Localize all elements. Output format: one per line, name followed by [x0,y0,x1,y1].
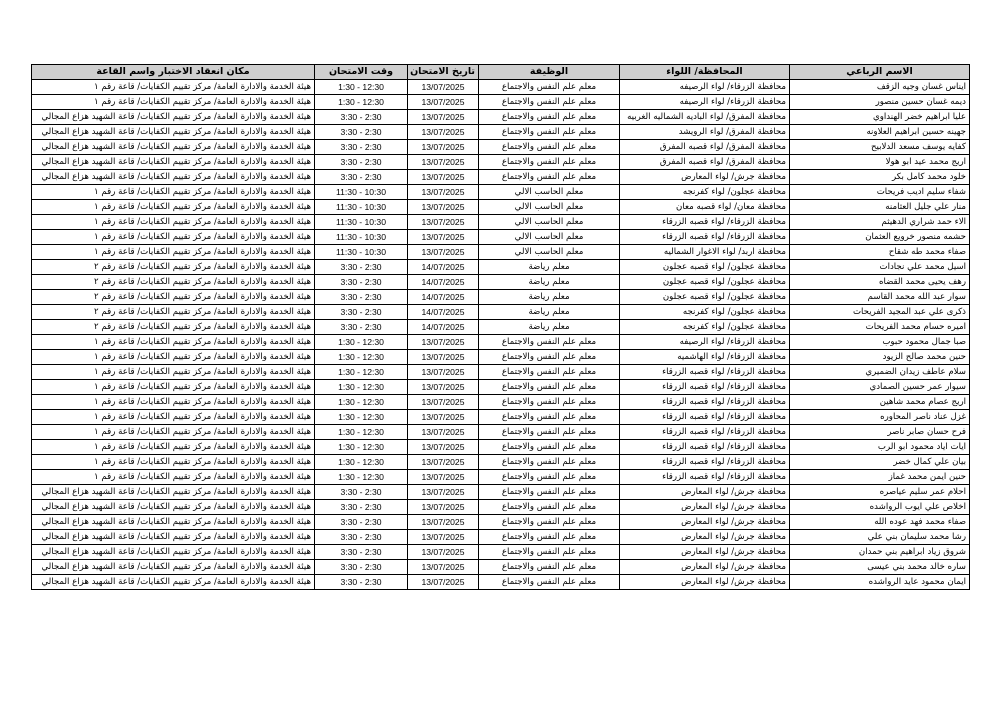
exam-time-cell: 1:30 - 12:30 [315,440,408,455]
table-row [32,560,970,575]
table-row [32,215,970,230]
exam-date-cell: 13/07/2025 [408,380,479,395]
exam-time-cell: 11:30 - 10:30 [315,245,408,260]
exam-date-cell: 13/07/2025 [408,455,479,470]
table-row [32,575,970,590]
header-job: الوظيفة [479,65,620,80]
governorate-cell: محافظة جرش/ لواء المعارض [620,575,790,590]
exam-location-cell: هيئة الخدمة والادارة العامة/ مركز تقييم الكفايات/ قاعة رقم ١ [32,350,315,365]
exam-date-cell: 13/07/2025 [408,425,479,440]
exam-location-cell: هيئة الخدمة والادارة العامة/ مركز تقييم الكفايات/ قاعة رقم ١ [32,410,315,425]
exam-location-cell: هيئة الخدمة والادارة العامة/ مركز تقييم الكفايات/ قاعة رقم ٢ [32,275,315,290]
exam-time-cell: 3:30 - 2:30 [315,275,408,290]
exam-location-cell: هيئة الخدمة والادارة العامة/ مركز تقييم الكفايات/ قاعة رقم ١ [32,470,315,485]
table-row [32,320,970,335]
governorate-cell: محافظة الزرقاء/ لواء قصبه الزرقاء [620,365,790,380]
table-row [32,290,970,305]
job-cell: معلم علم النفس والاجتماع [479,170,620,185]
exam-location-cell: هيئة الخدمة والادارة العامة/ مركز تقييم الكفايات/ قاعة رقم ١ [32,95,315,110]
full-name-cell: احلام عمر سليم عياصره [790,485,970,500]
exam-location-cell: هيئة الخدمة والادارة العامة/ مركز تقييم الكفايات/ قاعة الشهيد هزاع المجالي [32,170,315,185]
job-cell: معلم علم النفس والاجتماع [479,470,620,485]
job-cell: معلم علم النفس والاجتماع [479,95,620,110]
exam-date-cell: 14/07/2025 [408,305,479,320]
header-governorate: المحافظة/ اللواء [620,65,790,80]
governorate-cell: محافظة جرش/ لواء المعارض [620,545,790,560]
exam-time-cell: 3:30 - 2:30 [315,155,408,170]
governorate-cell: محافظة المفرق/ لواء قصبه المفرق [620,140,790,155]
full-name-cell: سيوار عمر حسين الصمادي [790,380,970,395]
exam-location-cell: هيئة الخدمة والادارة العامة/ مركز تقييم الكفايات/ قاعة الشهيد هزاع المجالي [32,515,315,530]
table-row [32,275,970,290]
job-cell: معلم علم النفس والاجتماع [479,500,620,515]
table-row [32,515,970,530]
table-row [32,365,970,380]
full-name-cell: حشمه منصور خرويع العثمان [790,230,970,245]
exam-location-cell: هيئة الخدمة والادارة العامة/ مركز تقييم الكفايات/ قاعة رقم ١ [32,365,315,380]
governorate-cell: محافظة الزرقاء/ لواء قصبه الزرقاء [620,440,790,455]
exam-location-cell: هيئة الخدمة والادارة العامة/ مركز تقييم الكفايات/ قاعة الشهيد هزاع المجالي [32,155,315,170]
table-row [32,155,970,170]
exam-time-cell: 3:30 - 2:30 [315,170,408,185]
exam-date-cell: 13/07/2025 [408,440,479,455]
job-cell: معلم علم النفس والاجتماع [479,125,620,140]
exam-time-cell: 3:30 - 2:30 [315,575,408,590]
exam-location-cell: هيئة الخدمة والادارة العامة/ مركز تقييم الكفايات/ قاعة رقم ١ [32,215,315,230]
full-name-cell: ايات اياد محمود ابو الرب [790,440,970,455]
exam-date-cell: 13/07/2025 [408,515,479,530]
full-name-cell: منار علي جليل العثامنه [790,200,970,215]
table-row [32,350,970,365]
governorate-cell: محافظة الزرقاء/ لواء قصبه الزرقاء [620,425,790,440]
exam-time-cell: 3:30 - 2:30 [315,140,408,155]
governorate-cell: محافظة الزرقاء/ لواء الهاشميه [620,350,790,365]
full-name-cell: اسيل محمد علي نجادات [790,260,970,275]
header-row [32,65,970,80]
full-name-cell: اريج عصام محمد شاهين [790,395,970,410]
exam-location-cell: هيئة الخدمة والادارة العامة/ مركز تقييم الكفايات/ قاعة رقم ٢ [32,260,315,275]
full-name-cell: رهف يحيى محمد القضاه [790,275,970,290]
governorate-cell: محافظة الزرقاء/ لواء قصبه الزرقاء [620,410,790,425]
exam-date-cell: 14/07/2025 [408,260,479,275]
exam-time-cell: 1:30 - 12:30 [315,455,408,470]
job-cell: معلم علم النفس والاجتماع [479,365,620,380]
table-row [32,425,970,440]
table-body [32,80,970,590]
exam-time-cell: 11:30 - 10:30 [315,215,408,230]
table-row [32,260,970,275]
governorate-cell: محافظة جرش/ لواء المعارض [620,170,790,185]
exam-location-cell: هيئة الخدمة والادارة العامة/ مركز تقييم الكفايات/ قاعة رقم ١ [32,380,315,395]
full-name-cell: غزل عناد ناصر المحاوره [790,410,970,425]
job-cell: معلم علم النفس والاجتماع [479,140,620,155]
exam-time-cell: 3:30 - 2:30 [315,545,408,560]
exam-time-cell: 3:30 - 2:30 [315,110,408,125]
job-cell: معلم علم النفس والاجتماع [479,515,620,530]
full-name-cell: صفاء محمد فهد عوده الله [790,515,970,530]
job-cell: معلم علم النفس والاجتماع [479,155,620,170]
exam-location-cell: هيئة الخدمة والادارة العامة/ مركز تقييم الكفايات/ قاعة الشهيد هزاع المجالي [32,110,315,125]
header-full-name: الاسم الرباعي [790,65,970,80]
governorate-cell: محافظة معان/ لواء قصبه معان [620,200,790,215]
governorate-cell: محافظة جرش/ لواء المعارض [620,530,790,545]
job-cell: معلم رياضة [479,305,620,320]
full-name-cell: عليا ابراهيم خضر الهنداوي [790,110,970,125]
job-cell: معلم الحاسب الالي [479,185,620,200]
exam-time-cell: 3:30 - 2:30 [315,320,408,335]
table-row [32,440,970,455]
exam-location-cell: هيئة الخدمة والادارة العامة/ مركز تقييم الكفايات/ قاعة رقم ١ [32,425,315,440]
exam-time-cell: 3:30 - 2:30 [315,515,408,530]
exam-time-cell: 11:30 - 10:30 [315,185,408,200]
exam-date-cell: 13/07/2025 [408,410,479,425]
job-cell: معلم علم النفس والاجتماع [479,530,620,545]
governorate-cell: محافظة عجلون/ لواء كفرنجه [620,320,790,335]
governorate-cell: محافظة المفرق/ لواء الرويشد [620,125,790,140]
exam-time-cell: 1:30 - 12:30 [315,80,408,95]
governorate-cell: محافظة الزرقاء/ لواء قصبه الزرقاء [620,230,790,245]
full-name-cell: ذكرى علي عبد المجيد الفريحات [790,305,970,320]
table-row [32,95,970,110]
job-cell: معلم علم النفس والاجتماع [479,575,620,590]
full-name-cell: اريج محمد عيد ابو هولا [790,155,970,170]
exam-location-cell: هيئة الخدمة والادارة العامة/ مركز تقييم الكفايات/ قاعة رقم ١ [32,245,315,260]
exam-location-cell: هيئة الخدمة والادارة العامة/ مركز تقييم الكفايات/ قاعة رقم ٢ [32,320,315,335]
job-cell: معلم علم النفس والاجتماع [479,395,620,410]
job-cell: معلم علم النفس والاجتماع [479,545,620,560]
exam-time-cell: 1:30 - 12:30 [315,365,408,380]
table-row [32,545,970,560]
header-exam-location: مكان انعقاد الاختبار واسم القاعة [32,65,315,80]
exam-time-cell: 3:30 - 2:30 [315,125,408,140]
full-name-cell: جهينه حسين ابراهيم العلاونه [790,125,970,140]
exam-date-cell: 13/07/2025 [408,545,479,560]
exam-date-cell: 13/07/2025 [408,110,479,125]
governorate-cell: محافظة عجلون/ لواء قصبه عجلون [620,260,790,275]
table-row [32,140,970,155]
job-cell: معلم الحاسب الالي [479,215,620,230]
table-row [32,455,970,470]
exam-schedule-sheet [31,64,969,590]
job-cell: معلم رياضة [479,290,620,305]
exam-location-cell: هيئة الخدمة والادارة العامة/ مركز تقييم الكفايات/ قاعة رقم ١ [32,440,315,455]
exam-location-cell: هيئة الخدمة والادارة العامة/ مركز تقييم الكفايات/ قاعة الشهيد هزاع المجالي [32,560,315,575]
table-row [32,185,970,200]
exam-date-cell: 13/07/2025 [408,575,479,590]
table-row [32,170,970,185]
exam-location-cell: هيئة الخدمة والادارة العامة/ مركز تقييم الكفايات/ قاعة الشهيد هزاع المجالي [32,545,315,560]
job-cell: معلم علم النفس والاجتماع [479,410,620,425]
exam-date-cell: 14/07/2025 [408,320,479,335]
job-cell: معلم علم النفس والاجتماع [479,440,620,455]
exam-time-cell: 1:30 - 12:30 [315,380,408,395]
exam-date-cell: 13/07/2025 [408,350,479,365]
exam-location-cell: هيئة الخدمة والادارة العامة/ مركز تقييم الكفايات/ قاعة رقم ١ [32,80,315,95]
exam-time-cell: 3:30 - 2:30 [315,305,408,320]
exam-schedule-table [31,64,970,590]
exam-date-cell: 13/07/2025 [408,140,479,155]
table-row [32,485,970,500]
exam-date-cell: 13/07/2025 [408,185,479,200]
exam-date-cell: 13/07/2025 [408,200,479,215]
full-name-cell: اخلاص علي ايوب الرواشده [790,500,970,515]
job-cell: معلم علم النفس والاجتماع [479,80,620,95]
exam-time-cell: 3:30 - 2:30 [315,290,408,305]
governorate-cell: محافظة الزرقاء/ لواء قصبه الزرقاء [620,455,790,470]
exam-date-cell: 13/07/2025 [408,95,479,110]
full-name-cell: صفاء محمد طه شقاح [790,245,970,260]
exam-location-cell: هيئة الخدمة والادارة العامة/ مركز تقييم الكفايات/ قاعة الشهيد هزاع المجالي [32,140,315,155]
governorate-cell: محافظة الزرقاء/ لواء الرصيفه [620,335,790,350]
job-cell: معلم علم النفس والاجتماع [479,110,620,125]
exam-time-cell: 1:30 - 12:30 [315,410,408,425]
full-name-cell: ساره خالد محمد بني عيسى [790,560,970,575]
job-cell: معلم علم النفس والاجتماع [479,425,620,440]
full-name-cell: ديمه غسان حسين منصور [790,95,970,110]
exam-location-cell: هيئة الخدمة والادارة العامة/ مركز تقييم الكفايات/ قاعة الشهيد هزاع المجالي [32,485,315,500]
governorate-cell: محافظة عجلون/ لواء كفرنجه [620,305,790,320]
exam-date-cell: 13/07/2025 [408,470,479,485]
governorate-cell: محافظة عجلون/ لواء قصبه عجلون [620,275,790,290]
job-cell: معلم الحاسب الالي [479,245,620,260]
exam-date-cell: 13/07/2025 [408,335,479,350]
full-name-cell: فرح حسان صابر ناصر [790,425,970,440]
full-name-cell: بيان علي كمال خضر [790,455,970,470]
job-cell: معلم علم النفس والاجتماع [479,485,620,500]
table-row [32,200,970,215]
exam-date-cell: 14/07/2025 [408,290,479,305]
governorate-cell: محافظة عجلون/ لواء قصبه عجلون [620,290,790,305]
exam-location-cell: هيئة الخدمة والادارة العامة/ مركز تقييم الكفايات/ قاعة الشهيد هزاع المجالي [32,125,315,140]
full-name-cell: حنين ايمن محمد غماز [790,470,970,485]
full-name-cell: حنين محمد صالح الزيود [790,350,970,365]
job-cell: معلم الحاسب الالي [479,200,620,215]
exam-location-cell: هيئة الخدمة والادارة العامة/ مركز تقييم الكفايات/ قاعة رقم ١ [32,335,315,350]
table-row [32,500,970,515]
exam-location-cell: هيئة الخدمة والادارة العامة/ مركز تقييم الكفايات/ قاعة الشهيد هزاع المجالي [32,500,315,515]
table-row [32,110,970,125]
exam-date-cell: 13/07/2025 [408,245,479,260]
table-row [32,410,970,425]
exam-time-cell: 1:30 - 12:30 [315,335,408,350]
governorate-cell: محافظة جرش/ لواء المعارض [620,500,790,515]
exam-time-cell: 3:30 - 2:30 [315,500,408,515]
full-name-cell: شروق زياد ابراهيم بني حمدان [790,545,970,560]
exam-time-cell: 1:30 - 12:30 [315,395,408,410]
full-name-cell: كفايه يوسف مسعد الدلابيح [790,140,970,155]
full-name-cell: ايمان محمود عايد الرواشده [790,575,970,590]
exam-date-cell: 13/07/2025 [408,500,479,515]
job-cell: معلم علم النفس والاجتماع [479,380,620,395]
exam-date-cell: 13/07/2025 [408,125,479,140]
full-name-cell: سوار عبد الله محمد القاسم [790,290,970,305]
exam-location-cell: هيئة الخدمة والادارة العامة/ مركز تقييم الكفايات/ قاعة رقم ١ [32,185,315,200]
header-exam-date: تاريخ الامتحان [408,65,479,80]
job-cell: معلم رياضة [479,320,620,335]
exam-location-cell: هيئة الخدمة والادارة العامة/ مركز تقييم الكفايات/ قاعة رقم ٢ [32,290,315,305]
full-name-cell: اميره حسام محمد الفريحات [790,320,970,335]
table-row [32,335,970,350]
job-cell: معلم رياضة [479,275,620,290]
full-name-cell: صبا جمال محمود حبوب [790,335,970,350]
exam-date-cell: 13/07/2025 [408,485,479,500]
exam-location-cell: هيئة الخدمة والادارة العامة/ مركز تقييم الكفايات/ قاعة رقم ١ [32,395,315,410]
job-cell: معلم علم النفس والاجتماع [479,560,620,575]
full-name-cell: سلام عاطف زيدان الضميري [790,365,970,380]
exam-time-cell: 3:30 - 2:30 [315,260,408,275]
table-row [32,530,970,545]
exam-date-cell: 13/07/2025 [408,560,479,575]
table-row [32,80,970,95]
full-name-cell: رشا محمد سليمان بني علي [790,530,970,545]
exam-time-cell: 1:30 - 12:30 [315,425,408,440]
exam-date-cell: 13/07/2025 [408,215,479,230]
exam-location-cell: هيئة الخدمة والادارة العامة/ مركز تقييم الكفايات/ قاعة رقم ١ [32,200,315,215]
header-exam-time: وقت الامتحان [315,65,408,80]
exam-date-cell: 13/07/2025 [408,365,479,380]
governorate-cell: محافظة جرش/ لواء المعارض [620,515,790,530]
table-row [32,245,970,260]
exam-date-cell: 13/07/2025 [408,230,479,245]
table-row [32,230,970,245]
exam-time-cell: 3:30 - 2:30 [315,530,408,545]
table-row [32,380,970,395]
exam-location-cell: هيئة الخدمة والادارة العامة/ مركز تقييم الكفايات/ قاعة رقم ١ [32,455,315,470]
governorate-cell: محافظة الزرقاء/ لواء قصبه الزرقاء [620,395,790,410]
exam-date-cell: 13/07/2025 [408,530,479,545]
exam-location-cell: هيئة الخدمة والادارة العامة/ مركز تقييم الكفايات/ قاعة الشهيد هزاع المجالي [32,575,315,590]
exam-time-cell: 3:30 - 2:30 [315,485,408,500]
governorate-cell: محافظة الزرقاء/ لواء الرصيفه [620,80,790,95]
exam-date-cell: 14/07/2025 [408,275,479,290]
governorate-cell: محافظة الزرقاء/ لواء الرصيفه [620,95,790,110]
governorate-cell: محافظة عجلون/ لواء كفرنجه [620,185,790,200]
exam-time-cell: 1:30 - 12:30 [315,350,408,365]
exam-date-cell: 13/07/2025 [408,155,479,170]
exam-time-cell: 11:30 - 10:30 [315,230,408,245]
job-cell: معلم الحاسب الالي [479,230,620,245]
exam-time-cell: 3:30 - 2:30 [315,560,408,575]
full-name-cell: شفاء سليم اديب فريحات [790,185,970,200]
table-row [32,125,970,140]
job-cell: معلم رياضة [479,260,620,275]
exam-location-cell: هيئة الخدمة والادارة العامة/ مركز تقييم الكفايات/ قاعة رقم ٢ [32,305,315,320]
job-cell: معلم علم النفس والاجتماع [479,455,620,470]
job-cell: معلم علم النفس والاجتماع [479,335,620,350]
exam-date-cell: 13/07/2025 [408,170,479,185]
exam-location-cell: هيئة الخدمة والادارة العامة/ مركز تقييم الكفايات/ قاعة رقم ١ [32,230,315,245]
exam-time-cell: 1:30 - 12:30 [315,95,408,110]
governorate-cell: محافظة اربد/ لواء الاغوار الشماليه [620,245,790,260]
table-row [32,305,970,320]
table-row [32,395,970,410]
governorate-cell: محافظة الزرقاء/ لواء قصبه الزرقاء [620,380,790,395]
governorate-cell: محافظة جرش/ لواء المعارض [620,485,790,500]
full-name-cell: ايناس غسان وجيه الزقف [790,80,970,95]
full-name-cell: الاء حمد شراري الدهيثم [790,215,970,230]
governorate-cell: محافظة المفرق/ لواء قصبه المفرق [620,155,790,170]
governorate-cell: محافظة جرش/ لواء المعارض [620,560,790,575]
exam-date-cell: 13/07/2025 [408,395,479,410]
full-name-cell: خلود محمد كامل بكر [790,170,970,185]
governorate-cell: محافظة الزرقاء/ لواء قصبه الزرقاء [620,215,790,230]
exam-date-cell: 13/07/2025 [408,80,479,95]
job-cell: معلم علم النفس والاجتماع [479,350,620,365]
exam-location-cell: هيئة الخدمة والادارة العامة/ مركز تقييم الكفايات/ قاعة الشهيد هزاع المجالي [32,530,315,545]
governorate-cell: محافظة الزرقاء/ لواء قصبه الزرقاء [620,470,790,485]
exam-time-cell: 1:30 - 12:30 [315,470,408,485]
governorate-cell: محافظة المفرق/ لواء الباديه الشماليه الغربيه [620,110,790,125]
exam-time-cell: 11:30 - 10:30 [315,200,408,215]
table-row [32,470,970,485]
